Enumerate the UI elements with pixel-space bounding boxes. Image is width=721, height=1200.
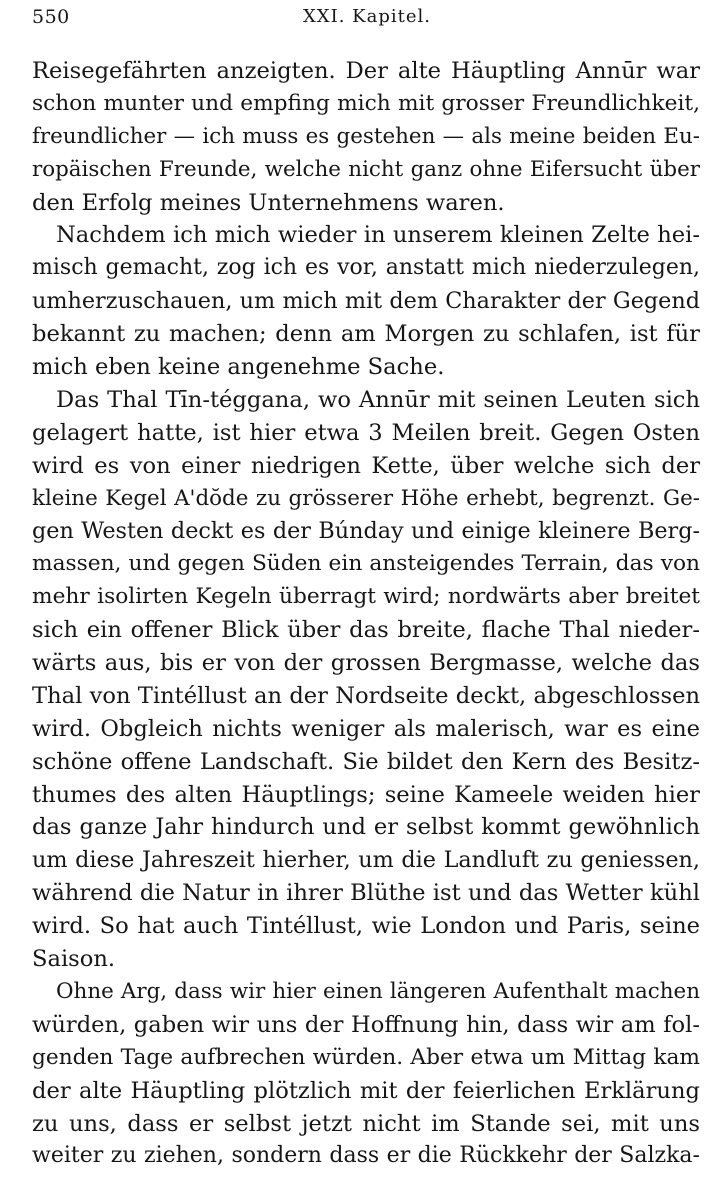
text-line: zu uns, dass er selbst jetzt nicht im Stande sei, mit uns bbox=[32, 1110, 700, 1137]
text-line: thumes des alten Häuptlings; seine Kameele weiden hier bbox=[32, 781, 700, 808]
text-line: bekannt zu machen; denn am Morgen zu schlafen, ist für bbox=[32, 321, 700, 348]
text-line: gen Westen deckt es der Búnday und einige kleinere Berg- bbox=[32, 518, 700, 545]
text-line: wärts aus, bis er von der grossen Bergmasse, welche das bbox=[32, 650, 700, 677]
paragraph bbox=[32, 384, 700, 976]
text-line: Reisegefährten anzeigten. Der alte Häuptling Annūr war bbox=[32, 58, 700, 84]
text-line: schöne offene Landschaft. Sie bildet den Kern des Besitz- bbox=[32, 748, 700, 775]
text-line: wird es von einer niedrigen Kette, über welche sich der bbox=[32, 452, 700, 479]
paragraph bbox=[32, 976, 700, 1173]
text-line: ropäischen Freunde, welche nicht ganz ohne Eifersucht über bbox=[32, 156, 700, 182]
text-line: um diese Jahreszeit hierher, um die Landluft zu geniessen, bbox=[32, 847, 700, 874]
paragraph bbox=[32, 219, 700, 383]
text-line: sich ein offener Blick über das breite, flache Thal nieder- bbox=[32, 617, 700, 644]
text-line: kleine Kegel A'dŏde zu grösserer Höhe erhebt, begrenzt. Ge- bbox=[32, 485, 700, 511]
page-header bbox=[32, 6, 702, 36]
text-line: wird. So hat auch Tintéllust, wie London und Paris, seine bbox=[32, 913, 700, 940]
text-line: misch gemacht, zog ich es vor, anstatt mich niederzulegen, bbox=[32, 255, 700, 281]
page-number: 550 bbox=[32, 6, 70, 28]
text-line: Thal von Tintéllust an der Nordseite deckt, abgeschlossen bbox=[32, 682, 700, 709]
text-line: den Erfolg meines Unternehmens waren. bbox=[32, 189, 505, 216]
running-head: XXI. Kapitel. bbox=[302, 6, 431, 27]
text-line: weiter zu ziehen, sondern dass er die Rückkehr der Salzka- bbox=[32, 1143, 700, 1169]
text-line: würden, gaben wir uns der Hoffnung hin, dass wir am fol- bbox=[32, 1011, 700, 1038]
text-line: schon munter und empfing mich mit grosser Freundlichkeit, bbox=[32, 90, 700, 116]
text-line: der alte Häuptling plötzlich mit der feierlichen Erklärung bbox=[32, 1077, 700, 1104]
body-text bbox=[32, 55, 700, 1173]
text-line: freundlicher — ich muss es gestehen — als meine beiden Eu- bbox=[32, 123, 700, 149]
paragraph bbox=[32, 55, 700, 219]
text-line: mich eben keine angenehme Sache. bbox=[32, 354, 445, 381]
text-line: Das Thal Tīn-téggana, wo Annūr mit seinen Leuten sich bbox=[56, 386, 700, 413]
text-line: mehr isolirten Kegeln überragt wird; nordwärts aber breitet bbox=[32, 584, 700, 610]
text-line: Ohne Arg, dass wir hier einen längeren Aufenthalt machen bbox=[56, 978, 700, 1004]
text-line: wird. Obgleich nichts weniger als malerisch, war es eine bbox=[32, 715, 700, 742]
text-line: Nachdem ich mich wieder in unserem kleinen Zelte hei- bbox=[56, 222, 700, 249]
text-line: umherzuschauen, um mich mit dem Charakter der Gegend bbox=[32, 288, 700, 315]
text-line: genden Tage aufbrechen würden. Aber etwa um Mittag kam bbox=[32, 1044, 700, 1070]
text-line: während die Natur in ihrer Blüthe ist und das Wetter kühl bbox=[32, 880, 700, 907]
text-line: massen, und gegen Süden ein ansteigendes Terrain, das von bbox=[32, 551, 700, 577]
text-line: gelagert hatte, ist hier etwa 3 Meilen breit. Gegen Osten bbox=[32, 419, 700, 446]
text-line: Saison. bbox=[32, 946, 116, 973]
text-line: das ganze Jahr hindurch und er selbst kommt gewöhnlich bbox=[32, 814, 700, 841]
